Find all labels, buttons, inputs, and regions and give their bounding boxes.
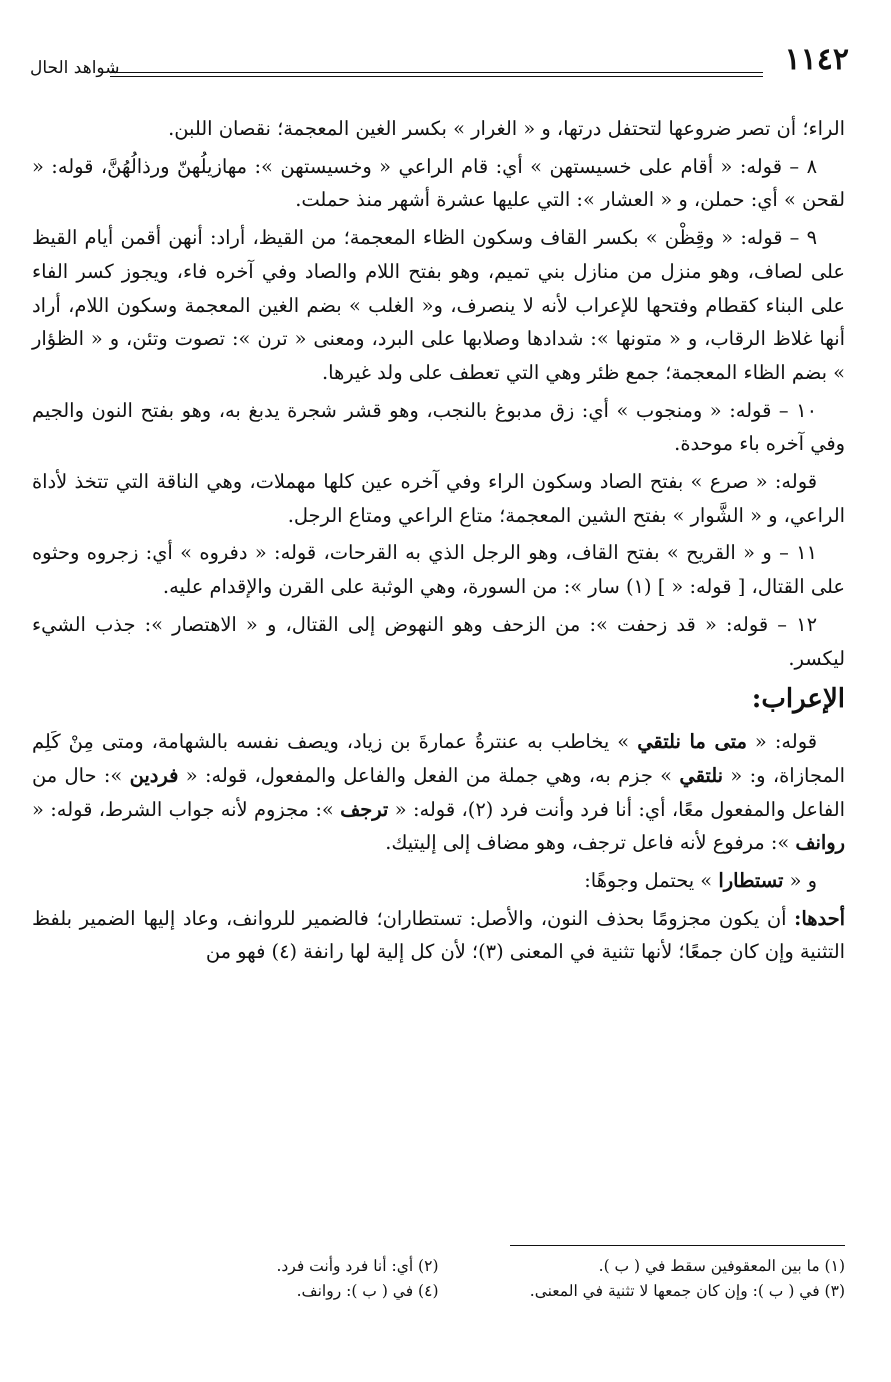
paragraph: ٨ – قوله: « أقام على خسيستهن » أي: قام الراعي « وخسيستهن »: مهازيلُهنّ ورذالُهُنَّ، قوله: « لقحن » أي: حملن، و « العشار »: التي عليها عشرة أشهر منذ حملت.	[32, 154, 845, 212]
header-rule	[110, 72, 763, 77]
paragraph: قوله: « صرع » بفتح الصاد وسكون الراء وفي آخره عين كلها مهملات، وهي الناقة التي تتخذ لأداة الراعي، و « الشَّوار » بفتح الشين المعجمة؛ متاع الراعي ومتاع الرجل.	[32, 470, 845, 527]
text-run: » جزم به، وهي جملة من الفعل والفاعل والمفعول، قوله: «	[178, 763, 680, 787]
bold-term: نلتقي	[679, 763, 724, 787]
bold-term: فردين	[129, 763, 179, 787]
bold-term: متى ما نلتقي	[637, 730, 747, 754]
footnote: (٤) في ( ب ): روانف.	[296, 1282, 439, 1300]
paragraph	[32, 725, 845, 860]
paragraph: الراء؛ أن تصر ضروعها لتحتفل درتها، و « الغرار » بكسر الغين المعجمة؛ نقصان اللبن.	[168, 117, 845, 140]
bold-term: ترجف	[340, 797, 389, 821]
paragraph	[32, 864, 845, 898]
paragraph: ١١ – و « القريح » بفتح القاف، وهو الرجل الذي به القرحات، قوله: « دفروه » أي: زجروه وحثوه على القتال، [ قوله: « ] (١) سار »: من السورة، وهي الوثبة على القرن والإقدام عليه.	[32, 541, 845, 599]
footnote: (٢) أي: أنا فرد وأنت فرد.	[276, 1257, 439, 1275]
text-run: »: مجزوم لأنه جواب الشرط، قوله: «	[32, 797, 341, 821]
footnote-row	[32, 1254, 845, 1279]
body-text	[32, 112, 845, 973]
text-run: »: مرفوع لأنه فاعل ترجف، وهو مضاف إلى إليتيك.	[385, 831, 796, 855]
text-run: » يخاطب به عنترةُ عمارةَ بن زياد، ويصف نفسه بالشهامة، ومتى مِنْ كَلِم المجازاة، و: «	[32, 730, 845, 787]
running-title: شواهد الحال	[30, 58, 120, 78]
page-number: ١١٤٢	[784, 42, 849, 77]
text-run: »: حال من الفاعل والمفعول معًا، أي: أنا فرد وأنت فرد (٢)، قوله: «	[32, 763, 845, 821]
bold-term: روانف	[795, 831, 845, 855]
paragraph: ٩ – قوله: « وقِظْن » بكسر القاف وسكون الظاء المعجمة؛ من القيظ، أراد: أنهن أقمن أيام القيظ على لصاف، وهو منزل من منازل بني تميم، وهو بفتح اللام والصاد وفي آخره فاء، ويجوز كسر الفاء على البناء كقطام وفتحها للإعراب لأنه لا ينصرف، و« الغلب » بضم الغين المعجمة وسكون اللام، أراد أنها غلاظ الرقاب، و « متونها »: شدادها وصلابها على البرد، ومعنى « ترن »: تصوت وتئن، و « الظؤار » بضم الظاء المعجمة؛ جمع ظئر وهي التي تعطف على ولد غيرها.	[32, 226, 845, 384]
footnote: (٣) في ( ب ): وإن كان جمعها لا تثنية في المعنى.	[529, 1282, 845, 1300]
text-run: » يحتمل وجوهًا:	[584, 869, 719, 893]
footnote: (١) ما بين المعقوفين سقط في ( ب ).	[598, 1257, 845, 1275]
text-run: قوله: «	[746, 730, 817, 754]
footnotes	[32, 1254, 845, 1304]
bold-term: تستطارا	[718, 869, 784, 893]
section-heading: الإعراب:	[751, 684, 845, 715]
paragraph: ١٠ – قوله: « ومنجوب » أي: زق مدبوغ بالنجب، وهو قشر شجرة يدبغ به، وهو بفتح النون والجيم وفي آخره باء موحدة.	[32, 398, 845, 456]
bold-term: أحدها:	[794, 906, 845, 930]
footnote-row	[32, 1279, 845, 1304]
footnote-rule	[510, 1245, 845, 1246]
paragraph	[32, 902, 845, 969]
paragraph: ١٢ – قوله: « قد زحفت »: من الزحف وهو النهوض إلى القتال، و « الاهتصار »: جذب الشيء ليكسر.	[32, 612, 845, 670]
text-run: و «	[783, 869, 817, 893]
page-header	[30, 42, 861, 88]
text-run: أن يكون مجزومًا بحذف النون، والأصل: تستطاران؛ فالضمير للروانف، وعاد إليها الضمير بلفظ التثنية وإن كان جمعًا؛ لأنها تثنية في المعنى (٣)؛ لأن كل إلية لها رانفة (٤) فهو من	[32, 906, 845, 964]
